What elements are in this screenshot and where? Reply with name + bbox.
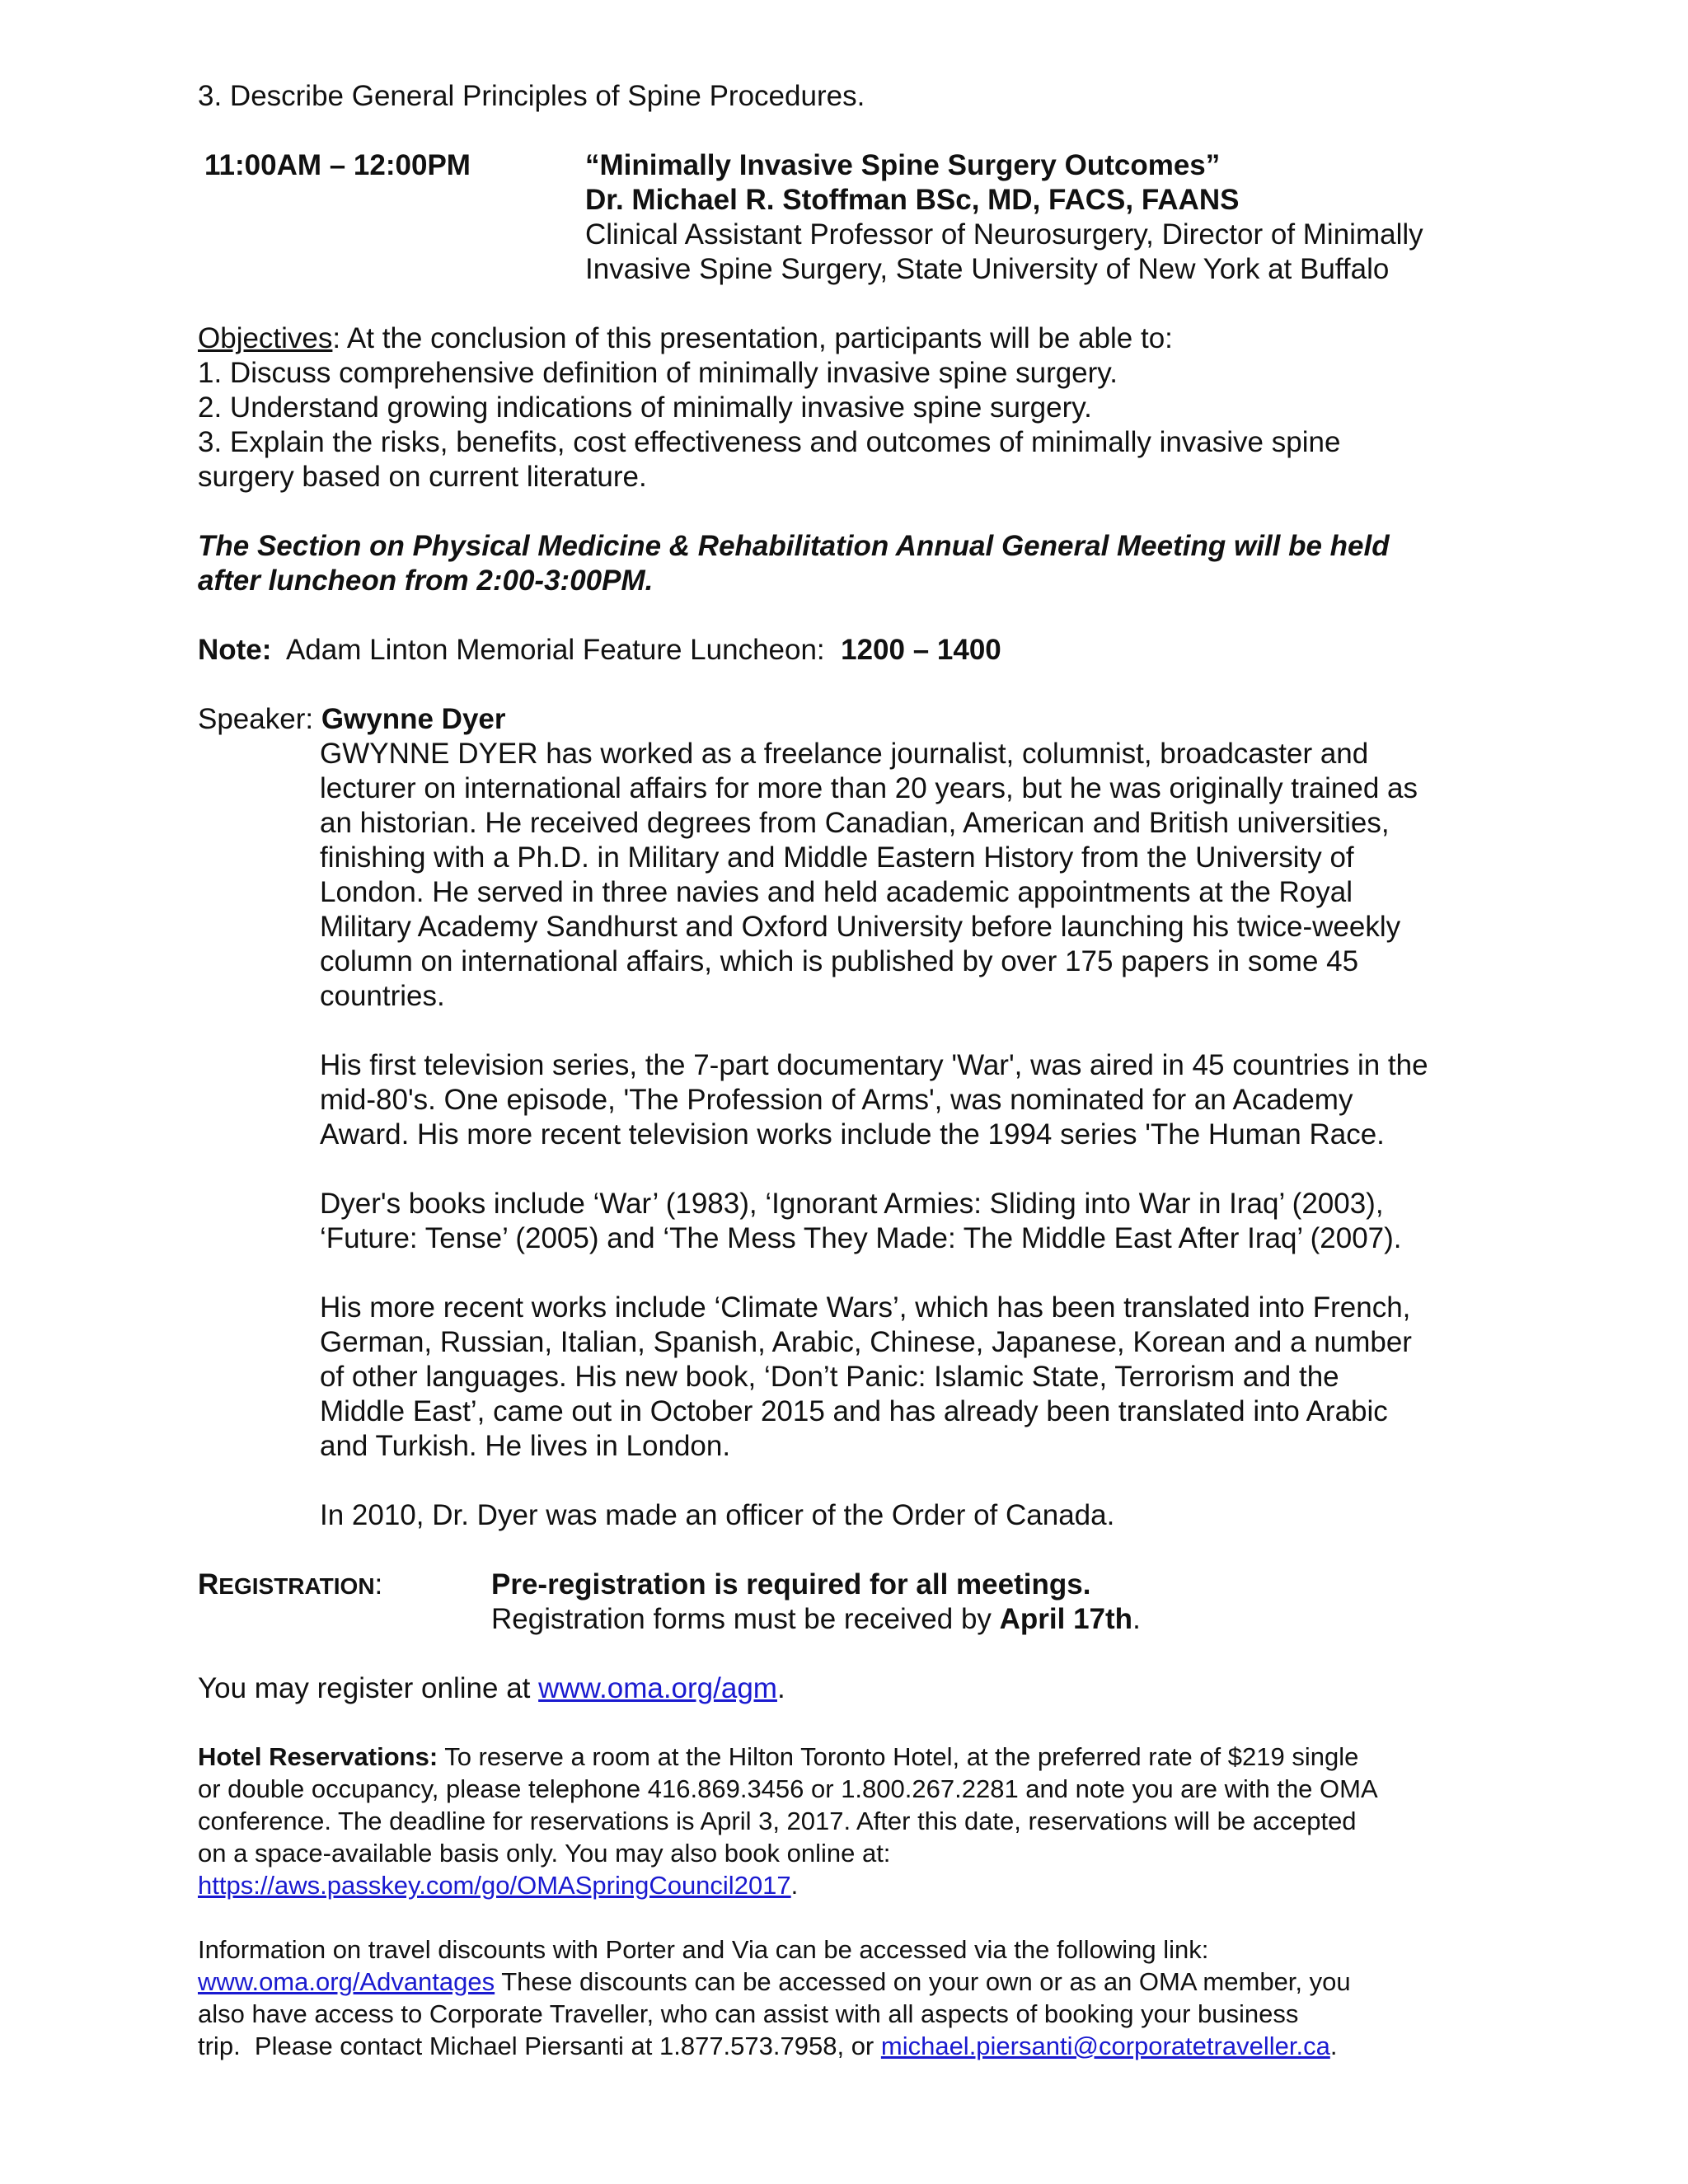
travel-contact-text: trip. Please contact Michael Piersanti at 1.877.573.7958, or: [198, 2032, 881, 2060]
registration-deadline-date: April 17th: [999, 1603, 1133, 1635]
bio-line: GWYNNE DYER has worked as a freelance journalist, columnist, broadcaster and: [320, 738, 1369, 770]
bio-line: His more recent works include ‘Climate Wars’, which has been translated into French,: [320, 1291, 1411, 1324]
agm-notice-line: after luncheon from 2:00-3:00PM.: [198, 565, 654, 597]
luncheon-note: [198, 633, 1500, 668]
registration-block: [198, 1568, 1500, 1637]
travel-section: [198, 1933, 1500, 2062]
speaker-section: [198, 702, 1500, 1533]
agm-notice-line: The Section on Physical Medicine & Rehabilitation Annual General Meeting will be held: [198, 530, 1390, 562]
bio-line: finishing with a Ph.D. in Military and Middle Eastern History from the University of: [320, 841, 1354, 874]
speaker-heading: [198, 702, 1500, 737]
objectives-intro: [198, 321, 1500, 356]
travel-line: also have access to Corporate Traveller, who can assist with all aspects of booking your business: [198, 1999, 1299, 2028]
objective-item: 2. Understand growing indications of minimally invasive spine surgery.: [198, 391, 1092, 424]
session-affiliation-line: Invasive Spine Surgery, State University of New York at Buffalo: [585, 253, 1390, 285]
bio-line: mid-80's. One episode, 'The Profession of Arms', was nominated for an Academy: [320, 1084, 1353, 1116]
registration-info: [491, 1568, 1500, 1637]
bio-line: Military Academy Sandhurst and Oxford University before launching his twice-weekly: [320, 911, 1401, 943]
agm-notice: [198, 529, 1500, 598]
objective-item: 3. Explain the risks, benefits, cost effectiveness and outcomes of minimally invasive spine: [198, 426, 1341, 458]
bio-line: lecturer on international affairs for more than 20 years, but he was originally trained as: [320, 772, 1418, 804]
bio-line: countries.: [320, 980, 445, 1012]
hotel-section: [198, 1741, 1500, 1901]
top-objective-item: 3. Describe General Principles of Spine Procedures.: [198, 80, 865, 112]
travel-contact-end: .: [1329, 2032, 1338, 2060]
registration-label-rest: EGISTRATION: [218, 1573, 375, 1599]
objectives-label: Objectives: [198, 322, 333, 354]
session-block: [198, 148, 1500, 287]
bio-line: column on international affairs, which is published by over 175 papers in some 45: [320, 945, 1359, 977]
registration-deadline-text: Registration forms must be received by: [491, 1603, 1000, 1635]
objectives-section: [198, 321, 1500, 494]
note-time: 1200 – 1400: [841, 634, 1001, 666]
speaker-bio: [198, 737, 1500, 1533]
bio-line: and Turkish. He lives in London.: [320, 1430, 731, 1462]
hotel-link-line: [198, 1869, 1500, 1901]
hotel-link-end: .: [790, 1871, 799, 1900]
session-info: [585, 148, 1500, 287]
session-time: 11:00AM – 12:00PM: [204, 149, 471, 181]
hotel-line: on a space-available basis only. You may also book online at:: [198, 1839, 891, 1868]
note-text: Adam Linton Memorial Feature Luncheon:: [271, 634, 842, 666]
travel-line: [198, 2030, 1500, 2062]
objective-item: 1. Discuss comprehensive definition of minimally invasive spine surgery.: [198, 357, 1118, 389]
registration-line: Pre-registration is required for all meetings.: [491, 1568, 1091, 1601]
bio-line: In 2010, Dr. Dyer was made an officer of the Order of Canada.: [320, 1499, 1115, 1531]
session-speaker: Dr. Michael R. Stoffman BSc, MD, FACS, FAANS: [585, 184, 1240, 216]
bio-line: Award. His more recent television works include the 1994 series 'The Human Race.: [320, 1118, 1385, 1151]
document-page: [198, 79, 1500, 2062]
bio-line: ‘Future: Tense’ (2005) and ‘The Mess They Made: The Middle East After Iraq’ (2007).: [320, 1222, 1402, 1254]
speaker-label: Speaker:: [198, 703, 321, 735]
bio-line: of other languages. His new book, ‘Don’t Panic: Islamic State, Terrorism and the: [320, 1361, 1339, 1393]
travel-line: [198, 1966, 1500, 1998]
registration-label-initial: R: [198, 1568, 219, 1601]
session-title: “Minimally Invasive Spine Surgery Outcomes”: [585, 149, 1221, 181]
travel-line: Information on travel discounts with Porter and Via can be accessed via the following link:: [198, 1935, 1209, 1964]
registration-label-colon: :: [374, 1568, 383, 1601]
hotel-line: or double occupancy, please telephone 416.869.3456 or 1.800.267.2281 and note you are with the OMA: [198, 1774, 1378, 1803]
hotel-booking-link[interactable]: https://aws.passkey.com/go/OMASpringCouncil2017: [198, 1871, 791, 1900]
register-online-line: [198, 1671, 1500, 1706]
objective-item-continued: surgery based on current literature.: [198, 461, 647, 493]
hotel-line: [198, 1741, 1500, 1773]
travel-text: These discounts can be accessed on your own or as an OMA member, you: [495, 1967, 1351, 1996]
objectives-intro-text: : At the conclusion of this presentation, participants will be able to:: [332, 322, 1173, 354]
register-online-link[interactable]: www.oma.org/agm: [538, 1672, 777, 1704]
bio-line: Dyer's books include ‘War’ (1983), ‘Ignorant Armies: Sliding into War in Iraq’ (2003),: [320, 1188, 1384, 1220]
registration-deadline-end: .: [1132, 1603, 1141, 1635]
register-online-end: .: [776, 1672, 785, 1704]
register-online-text: You may register online at: [198, 1672, 539, 1704]
note-label: Note:: [198, 634, 272, 666]
hotel-text: To reserve a room at the Hilton Toronto Hotel, at the preferred rate of $219 single: [438, 1742, 1359, 1771]
session-affiliation-line: Clinical Assistant Professor of Neurosurgery, Director of Minimally: [585, 218, 1423, 251]
speaker-name: Gwynne Dyer: [321, 703, 506, 735]
bio-line: His first television series, the 7-part documentary 'War', was aired in 45 countries in the: [320, 1049, 1428, 1081]
registration-label: [198, 1568, 491, 1637]
bio-line: Middle East’, came out in October 2015 and has already been translated into Arabic: [320, 1395, 1388, 1427]
hotel-label: Hotel Reservations:: [198, 1742, 438, 1771]
contact-email-link[interactable]: michael.piersanti@corporatetraveller.ca: [880, 2032, 1330, 2060]
hotel-line: conference. The deadline for reservations is April 3, 2017. After this date, reservations will be accepted: [198, 1807, 1357, 1835]
registration-deadline: [491, 1602, 1500, 1637]
bio-line: German, Russian, Italian, Spanish, Arabic, Chinese, Japanese, Korean and a number: [320, 1326, 1412, 1358]
bio-line: an historian. He received degrees from Canadian, American and British universities,: [320, 807, 1390, 839]
advantages-link[interactable]: www.oma.org/Advantages: [198, 1967, 495, 1996]
bio-line: London. He served in three navies and held academic appointments at the Royal: [320, 876, 1353, 908]
